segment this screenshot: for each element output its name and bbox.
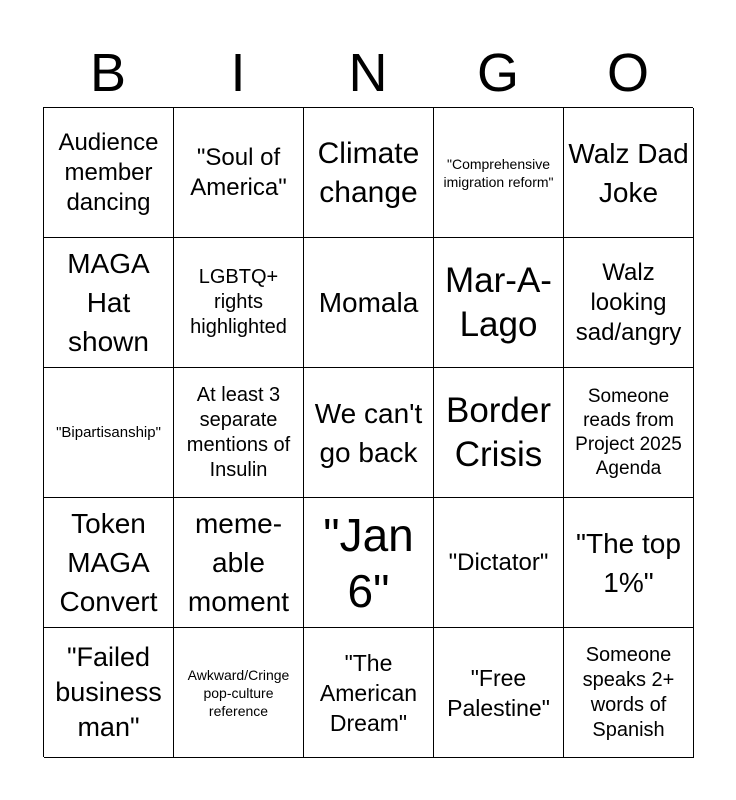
bingo-cell[interactable] [174, 628, 304, 758]
cell-text: At least 3 separate mentions of Insulin [186, 383, 291, 481]
bingo-cell[interactable] [304, 628, 434, 758]
bingo-cell[interactable] [174, 108, 304, 238]
cell-text: "The top 1%" [576, 527, 681, 598]
bingo-cell[interactable] [174, 238, 304, 368]
cell-text: Walz looking sad/angry [575, 258, 682, 346]
cell-text: Momala [318, 287, 419, 318]
bingo-header [43, 38, 693, 108]
bingo-cell[interactable] [44, 108, 174, 238]
bingo-cell[interactable] [564, 628, 694, 758]
cell-text: "Soul of America" [190, 143, 287, 201]
cell-text: "Dictator" [448, 548, 549, 576]
cell-text: Awkward/Cringe pop-culture reference [187, 666, 290, 719]
cell-text: "Failed business man" [55, 642, 162, 742]
cell-text: We can't go back [314, 397, 423, 468]
cell-text: meme-able moment [187, 508, 290, 617]
bingo-cell[interactable] [564, 108, 694, 238]
bingo-cell[interactable] [44, 368, 174, 498]
cell-text: Border Crisis [445, 390, 552, 474]
cell-text: Mar-A-Lago [445, 260, 552, 344]
bingo-cell[interactable] [564, 498, 694, 628]
bingo-cell[interactable] [434, 238, 564, 368]
cell-text: "Comprehensive imigration reform" [443, 155, 554, 190]
header-letter-o: O [606, 43, 649, 103]
cell-text: Someone speaks 2+ words of Spanish [582, 643, 675, 741]
bingo-cell[interactable] [434, 628, 564, 758]
cell-text: MAGA Hat shown [67, 248, 150, 357]
bingo-cell[interactable] [564, 368, 694, 498]
cell-text: Token MAGA Convert [59, 508, 158, 617]
bingo-cell[interactable] [434, 498, 564, 628]
bingo-cell[interactable] [304, 108, 434, 238]
bingo-cell[interactable] [304, 498, 434, 628]
bingo-cell[interactable] [564, 238, 694, 368]
bingo-cell[interactable] [304, 368, 434, 498]
cell-text: Someone reads from Project 2025 Agenda [575, 385, 682, 479]
cell-text: "The American Dream" [319, 649, 418, 736]
bingo-cell[interactable] [304, 238, 434, 368]
header-letter-b: B [89, 43, 127, 103]
bingo-cell[interactable] [44, 628, 174, 758]
cell-text: Walz Dad Joke [568, 137, 689, 208]
bingo-cell[interactable] [174, 498, 304, 628]
cell-text: LGBTQ+ rights highlighted [190, 266, 287, 338]
header-letter-i: I [230, 43, 246, 103]
cell-text: "Free Palestine" [447, 664, 550, 721]
bingo-cell[interactable] [44, 498, 174, 628]
bingo-cell[interactable] [434, 108, 564, 238]
header-letter-g: G [476, 43, 519, 103]
cell-text: Climate change [317, 136, 420, 209]
bingo-cell[interactable] [44, 238, 174, 368]
cell-text: Audience member dancing [58, 128, 159, 216]
cell-text: "Jan 6" [323, 508, 414, 617]
bingo-board [43, 107, 693, 757]
bingo-cell[interactable] [434, 368, 564, 498]
bingo-cell[interactable] [174, 368, 304, 498]
header-letter-n: N [348, 43, 388, 103]
cell-text: "Bipartisanship" [56, 424, 161, 441]
